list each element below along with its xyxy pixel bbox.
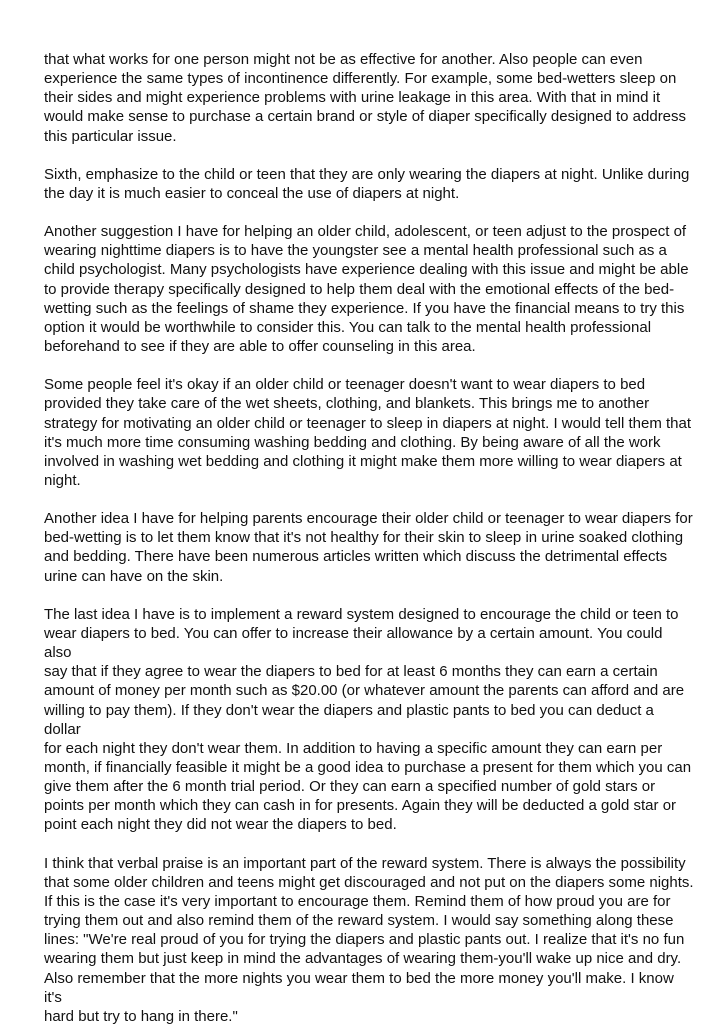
paragraph-incontinence-differences: that what works for one person might not be as effective for another. Also people can even experience the same types of incontinence differently. For example, some bed-wetters sleep on their sides and might experience problems with urine leakage in this area. With that in mind it would make sense to purchase a certain brand or style of diaper specifically designed to address this particular issue. bbox=[44, 51, 687, 145]
document-page bbox=[44, 50, 694, 1026]
paragraph-washing-bedding: Some people feel it's okay if an older child or teenager doesn't want to wear diapers to bed provided they take care of the wet sheets, clothing, and blankets. This brings me to another strategy for motivating an older child or teenager to sleep in diapers at night. I would tell them that it's much more time consuming washing bedding and clothing. By being aware of all the work involved in washing wet bedding and clothing it might make them more willing to wear diapers at night. bbox=[44, 376, 692, 489]
paragraph-skin-health: Another idea I have for helping parents encourage their older child or teenager to wear diapers for bed-wetting is to let them know that it's not healthy for their skin to sleep in urine soaked clothing and bedding. There have been numerous articles written which discuss the detrimental effects urine can have on the skin. bbox=[44, 510, 693, 585]
paragraph-mental-health: Another suggestion I have for helping an older child, adolescent, or teen adjust to the prospect of wearing nighttime diapers is to have the youngster see a mental health professional such as a child psychologist. Many psychologists have experience dealing with this issue and might be able to provide therapy specifically designed to help them deal with the emotional effects of the bed- wetting such as the feelings of shame they experience. If you have the financial means to try this option it would be worthwhile to consider this. You can talk to the mental health professional beforehand to see if they are able to offer counseling in this area. bbox=[44, 223, 689, 356]
paragraph-reward-system: The last idea I have is to implement a reward system designed to encourage the child or teen to wear diapers to bed. You can offer to increase their allowance by a certain amount. You could also say that if they agree to wear the diapers to bed for at least 6 months they can earn a certain amount of money per month such as $20.00 (or whatever amount the parents can afford and are willing to pay them). If they don't wear the diapers and plastic pants to bed you can deduct a dollar for each night they don't wear them. In addition to having a specific amount they can earn per month, if financially feasible it might be a good idea to purchase a present for them which you can give them after the 6 month trial period. Or they can earn a specified number of gold stars or points per month which they can cash in for presents. Again they will be deducted a gold star or point each night they did not wear the diapers to bed. bbox=[44, 605, 692, 834]
paragraph-verbal-praise: I think that verbal praise is an important part of the reward system. There is always the possibility that some older children and teens might get discouraged and not put on the diapers some nights. If this is the case it's very important to encourage them. Remind them of how proud you are for trying them out and also remind them of the reward system. I would say something along these lines: "We're real proud of you for trying the diapers and plastic pants out. I realize that it's no fun wearing them but just keep in mind the advantages of wearing them-you'll wake up nice and dry. Also remember that the more nights you wear them to bed the more money you'll make. I know it's hard but try to hang in there." bbox=[44, 854, 694, 1025]
paragraph-sixth-tip: Sixth, emphasize to the child or teen that they are only wearing the diapers at night. Unlike during the day it is much easier to conceal the use of diapers at night. bbox=[44, 165, 690, 202]
